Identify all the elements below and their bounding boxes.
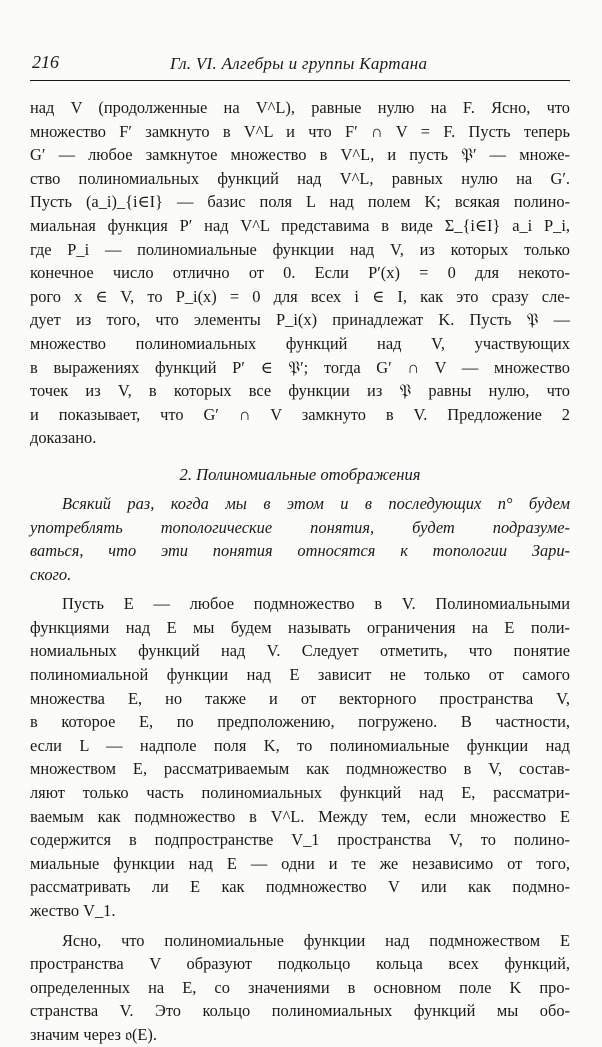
text-line: G′ — любое замкнутое множество в V^L, и пусть 𝔓′ — множе- — [30, 145, 570, 165]
text-line: употреблять топологические понятия, будет подразуме- — [30, 517, 570, 537]
text-line: жество V_1. — [30, 901, 116, 920]
text-line: содержится в подпространстве V_1 пространства V, то полино- — [30, 830, 570, 850]
proof-paragraph — [30, 96, 570, 450]
text-line: если L — надполе поля K, то полиномиальные функции над — [30, 735, 570, 755]
text-line: над V (продолженные на V^L), равные нулю на F. Ясно, что — [30, 98, 570, 117]
chapter-running-title: Гл. VI. Алгебры и группы Картана — [170, 54, 428, 73]
text-line: пространства V образуют подкольцо кольца всех функций, — [30, 954, 570, 974]
page-number: 216 — [32, 52, 59, 72]
text-line: определенных на E, со значениями в основном поле K про- — [30, 977, 570, 997]
text-line: странства V. Это кольцо полиномиальных функций мы обо- — [30, 1001, 570, 1021]
text-line: конечное число отлично от 0. Если P′(x) = 0 для некото- — [30, 263, 570, 283]
text-line: рого x ∈ V, то P_i(x) = 0 для всех i ∈ I, как это сразу сле- — [30, 286, 570, 306]
closing-paragraph — [30, 929, 570, 1047]
text-line: в которое E, по предположению, погружено. В частности, — [30, 712, 570, 732]
page-body — [30, 96, 570, 1047]
text-line: точек из V, в которых все функции из 𝔓 равны нулю, что — [30, 381, 570, 401]
text-line: множество полиномиальных функций над V, участвующих — [30, 333, 570, 353]
text-line: ваться, что эти понятия относятся к топологии Зари- — [30, 541, 570, 561]
text-line: дует из того, что элементы P_i(x) принадлежат K. Пусть 𝔓 — — [30, 310, 570, 330]
convention-paragraph — [30, 492, 570, 586]
text-line: ство полиномиальных функций над V^L, равных нулю на G′. — [30, 168, 570, 188]
text-line: полиномиальной функции над E зависит не только от самого — [30, 665, 570, 685]
text-line: ляют только часть полиномиальных функций над E, рассматри- — [30, 783, 570, 803]
text-line: и показывает, что G′ ∩ V замкнуто в V. Предложение 2 — [30, 404, 570, 424]
text-line: функциями над E мы будем называть ограничения на E поли- — [30, 617, 570, 637]
text-line: миальная функция P′ над V^L представима в виде Σ_{i∈I} a_i P_i, — [30, 215, 570, 235]
text-line: номиальных функций над V. Следует отметить, что понятие — [30, 641, 570, 661]
text-line: рассматривать ли E как подмножество V или как подмно- — [30, 877, 570, 897]
text-line: Пусть (a_i)_{i∈I} — базис поля L над полем K; всякая полино- — [30, 192, 570, 212]
text-line: множеством E, рассматриваемым как подмножество в V, состав- — [30, 759, 570, 779]
text-line: множества E, но также и от векторного пространства V, — [30, 688, 570, 708]
text-line: ского. — [30, 564, 72, 584]
text-line: где P_i — полиномиальные функции над V, из которых только — [30, 239, 570, 259]
text-line: множество F′ замкнуто в V^L и что F′ ∩ V = F. Пусть теперь — [30, 121, 570, 141]
text-line: в выражениях функций P′ ∈ 𝔓′; тогда G′ ∩ V — множество — [30, 357, 570, 377]
text-line: доказано. — [30, 428, 97, 448]
definition-paragraph — [30, 592, 570, 922]
text-line: ваемым как подмножество в V^L. Между тем, если множество E — [30, 806, 570, 826]
text-line: миальные функции над E — одни и те же независимо от того, — [30, 853, 570, 873]
running-header — [30, 52, 570, 81]
text-line: Всякий раз, когда мы в этом и в последующих n° будем — [62, 493, 570, 513]
text-line: Ясно, что полиномиальные функции над подмножеством E — [62, 930, 570, 950]
text-line: значим через 𝔬(E). — [30, 1024, 157, 1044]
section-heading: 2. Полиномиальные отображения — [179, 464, 421, 484]
text-line: Пусть E — любое подмножество в V. Полиномиальными — [62, 594, 570, 614]
